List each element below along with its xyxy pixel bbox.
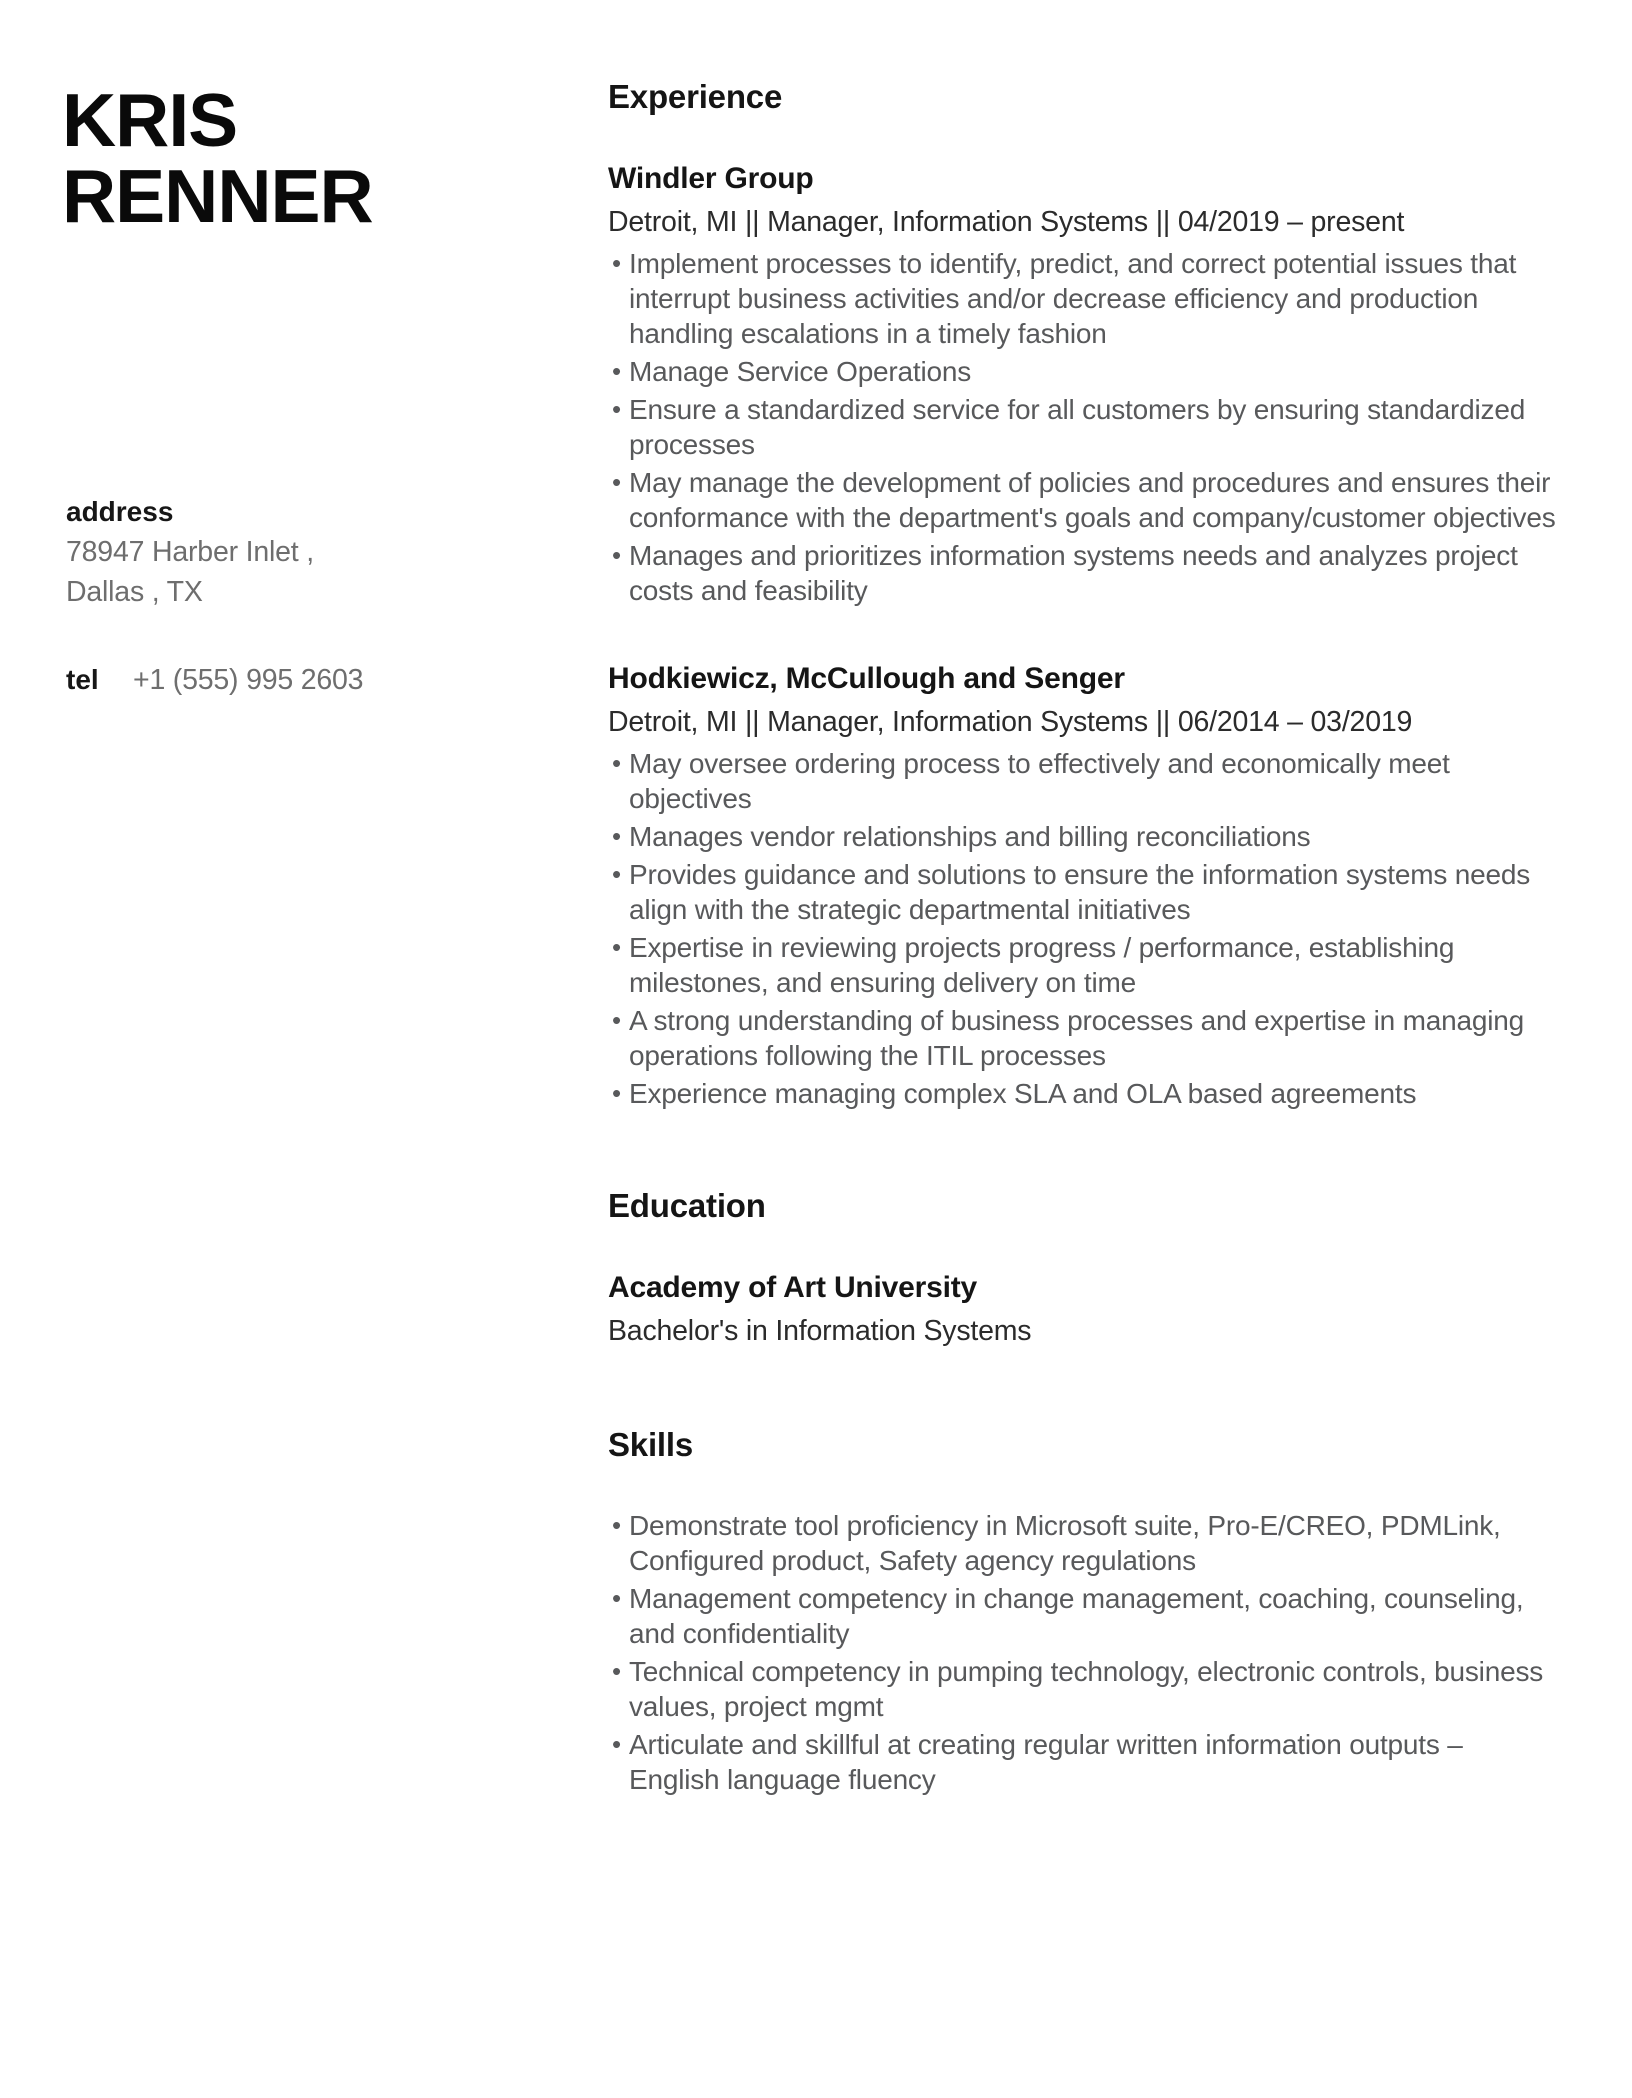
- candidate-last-name: RENNER: [62, 154, 373, 238]
- job-bullet: • Manages vendor relationships and billing reconciliations: [608, 819, 1560, 854]
- skill-bullet: • Technical competency in pumping technology, electronic controls, business values, project mgmt: [608, 1654, 1560, 1724]
- section-experience: [608, 76, 1560, 1111]
- job-bullet: • May manage the development of policies and procedures and ensures their conformance with the department's goals and company/customer objectives: [608, 465, 1560, 535]
- address-street: 78947 Harber Inlet ,: [66, 536, 314, 568]
- contact-block: [66, 492, 546, 700]
- section-education: [608, 1185, 1560, 1350]
- section-skills: [608, 1424, 1560, 1797]
- job-bullet: • Experience managing complex SLA and OLA based agreements: [608, 1076, 1560, 1111]
- job-bullet: • Ensure a standardized service for all customers by ensuring standardized processes: [608, 392, 1560, 462]
- job-entry-windler-group: [608, 160, 1560, 608]
- job-bullet-list: [608, 746, 1560, 1111]
- tel-value: +1 (555) 995 2603: [133, 664, 364, 696]
- job-bullet: • Manages and prioritizes information systems needs and analyzes project costs and feasibility: [608, 538, 1560, 608]
- section-title-experience: Experience: [608, 78, 783, 115]
- job-company: Windler Group: [608, 162, 814, 195]
- education-degree: Bachelor's in Information Systems: [608, 1315, 1032, 1347]
- job-meta: Detroit, MI || Manager, Information Systems || 06/2014 – 03/2019: [608, 706, 1413, 738]
- job-bullet: • May oversee ordering process to effectively and economically meet objectives: [608, 746, 1560, 816]
- tel-row: [66, 660, 546, 700]
- address-city: Dallas , TX: [66, 576, 203, 608]
- resume-body: [608, 76, 1560, 1871]
- skill-bullet: • Management competency in change management, coaching, counseling, and confidentiality: [608, 1581, 1560, 1651]
- job-bullet: • Manage Service Operations: [608, 354, 1560, 389]
- skill-bullet: • Demonstrate tool proficiency in Microsoft suite, Pro-E/CREO, PDMLink, Configured product, Safety agency regulations: [608, 1508, 1560, 1578]
- job-bullet-list: [608, 246, 1560, 608]
- job-company: Hodkiewicz, McCullough and Senger: [608, 662, 1125, 695]
- job-entry-hodkiewicz: [608, 660, 1560, 1111]
- skill-bullet: • Articulate and skillful at creating regular written information outputs – English language fluency: [608, 1727, 1560, 1797]
- candidate-first-name: KRIS: [62, 78, 238, 162]
- job-bullet: • Implement processes to identify, predict, and correct potential issues that interrupt business activities and/or decrease efficiency and production handling escalations in a timely fashion: [608, 246, 1560, 351]
- skills-bullet-list: [608, 1508, 1560, 1797]
- address-label: address: [66, 496, 174, 527]
- section-title-skills: Skills: [608, 1426, 694, 1463]
- section-title-education: Education: [608, 1187, 766, 1224]
- job-meta: Detroit, MI || Manager, Information Systems || 04/2019 – present: [608, 206, 1405, 238]
- education-school: Academy of Art University: [608, 1271, 978, 1304]
- candidate-name: [62, 78, 562, 238]
- tel-label: tel: [66, 664, 99, 695]
- job-bullet: • A strong understanding of business processes and expertise in managing operations following the ITIL processes: [608, 1003, 1560, 1073]
- job-bullet: • Expertise in reviewing projects progress / performance, establishing milestones, and ensuring delivery on time: [608, 930, 1560, 1000]
- job-bullet: • Provides guidance and solutions to ensure the information systems needs align with the strategic departmental initiatives: [608, 857, 1560, 927]
